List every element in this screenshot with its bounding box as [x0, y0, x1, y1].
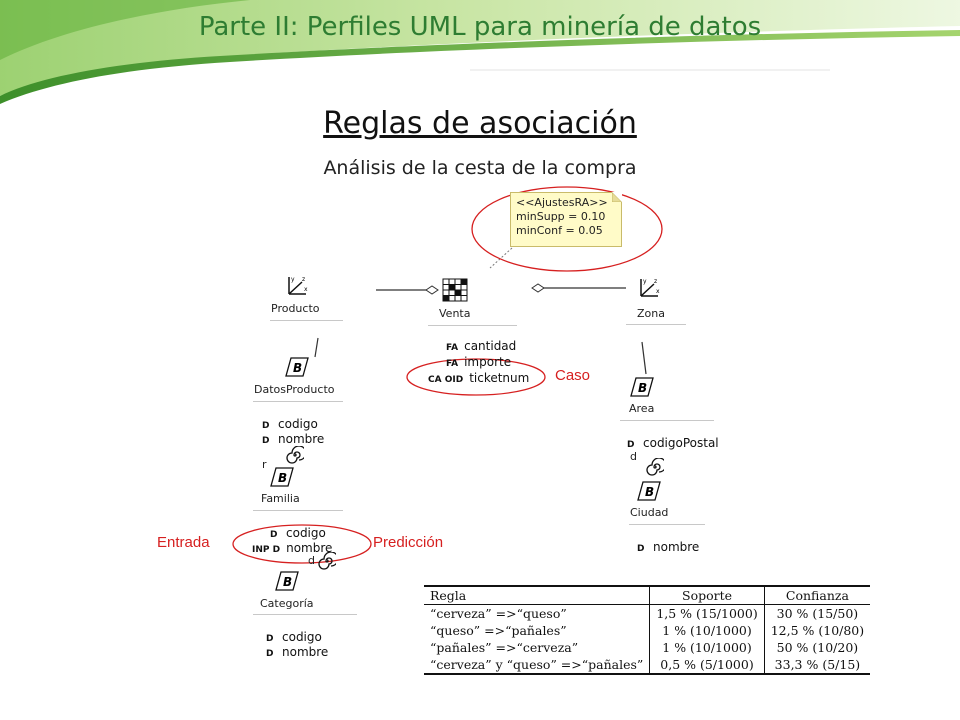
cube-grid-icon [442, 278, 468, 302]
table-cell: 33,3 % (5/15) [764, 656, 870, 674]
rules-table [424, 585, 870, 675]
svg-text:x: x [656, 288, 660, 295]
spiral-icon [318, 552, 336, 570]
svg-text:y: y [643, 278, 647, 285]
spiral-icon [646, 458, 664, 476]
attribute-row: D codigo [266, 630, 322, 644]
slide-title: Reglas de asociación [323, 106, 637, 141]
note-line: minSupp = 0.10 [516, 210, 606, 223]
class-label-familia: Familia [261, 492, 300, 505]
connector-producto-datos [315, 338, 318, 357]
b-parallelogram-icon [275, 571, 299, 591]
class-label-datos-producto: DatosProducto [254, 383, 335, 396]
axes-icon [285, 274, 309, 298]
class-separator [629, 524, 705, 525]
class-separator [253, 510, 343, 511]
table-header: Regla [424, 586, 650, 605]
class-label-categoria: Categoría [260, 597, 314, 610]
table-row [424, 622, 870, 639]
class-separator [253, 401, 343, 402]
svg-text:z: z [654, 278, 658, 285]
note-line: <<AjustesRA>> [516, 196, 608, 209]
small-d-label: d [630, 450, 637, 463]
svg-text:x: x [304, 286, 308, 293]
class-separator [270, 320, 343, 321]
b-parallelogram-icon [630, 377, 654, 397]
spiral-icon [286, 446, 304, 464]
table-cell: 1 % (10/1000) [650, 622, 764, 639]
class-separator [428, 325, 517, 326]
connector-note [490, 248, 512, 268]
attribute-row: D nombre [637, 540, 700, 554]
caso-label: Caso [555, 367, 591, 384]
table-row [424, 639, 870, 656]
class-separator [253, 614, 357, 615]
axes-icon [637, 276, 661, 300]
slide-subtitle: Análisis de la cesta de la compra [323, 157, 637, 179]
table-cell: 30 % (15/50) [764, 605, 870, 623]
attribute-row: FA importe [446, 355, 512, 369]
svg-text:B: B [293, 361, 303, 375]
attribute-row: D codigo [262, 417, 318, 431]
table-header: Confianza [764, 586, 870, 605]
svg-text:z: z [302, 276, 306, 283]
class-separator [626, 324, 686, 325]
header-title: Parte II: Perfiles UML para minería de datos [198, 12, 762, 42]
attribute-row: CA OID ticketnum [428, 371, 530, 385]
table-row [424, 656, 870, 674]
svg-text:B: B [638, 381, 648, 395]
table-header-row [424, 586, 870, 605]
attribute-row: FA cantidad [446, 339, 517, 353]
table-cell: 1 % (10/1000) [650, 639, 764, 656]
attribute-row: D nombre [266, 645, 329, 659]
note-line: minConf = 0.05 [516, 224, 603, 237]
class-label-zona: Zona [637, 307, 665, 320]
svg-text:B: B [645, 485, 655, 499]
table-cell: 0,5 % (5/1000) [650, 656, 764, 674]
attribute-row: INP D nombre [252, 541, 333, 555]
class-separator [620, 420, 714, 421]
class-label-ciudad: Ciudad [630, 506, 669, 519]
table-cell: 1,5 % (15/1000) [650, 605, 764, 623]
entrada-label: Entrada [157, 534, 210, 551]
table-row [424, 605, 870, 623]
table-cell: “cerveza” y “queso” =>“pañales” [424, 656, 650, 674]
attribute-row: D codigo [270, 526, 326, 540]
attribute-row: D codigoPostal [627, 436, 719, 450]
note-corner-icon [612, 192, 622, 202]
prediccion-label: Predicción [373, 534, 444, 551]
table-cell: 12,5 % (10/80) [764, 622, 870, 639]
b-parallelogram-icon [637, 481, 661, 501]
table-cell: 50 % (10/20) [764, 639, 870, 656]
table-header: Soporte [650, 586, 764, 605]
small-d-label: d [308, 554, 315, 567]
connector-zona-area [642, 342, 646, 374]
table-cell: “cerveza” =>“queso” [430, 606, 567, 621]
class-label-producto: Producto [271, 302, 320, 315]
b-parallelogram-icon [270, 467, 294, 487]
ajustes-note [510, 192, 622, 247]
aggregation-diamond [426, 286, 438, 294]
aggregation-diamond [532, 284, 544, 292]
class-label-venta: Venta [439, 307, 471, 320]
class-label-area: Area [629, 402, 655, 415]
svg-text:y: y [291, 276, 295, 283]
table-cell: “queso” =>“pañales” [430, 623, 567, 638]
b-parallelogram-icon [285, 357, 309, 377]
small-r-label: r [262, 458, 267, 471]
table-cell: “pañales” =>“cerveza” [430, 640, 579, 655]
svg-text:B: B [283, 575, 293, 589]
svg-text:B: B [278, 471, 288, 485]
attribute-row: D nombre [262, 432, 325, 446]
